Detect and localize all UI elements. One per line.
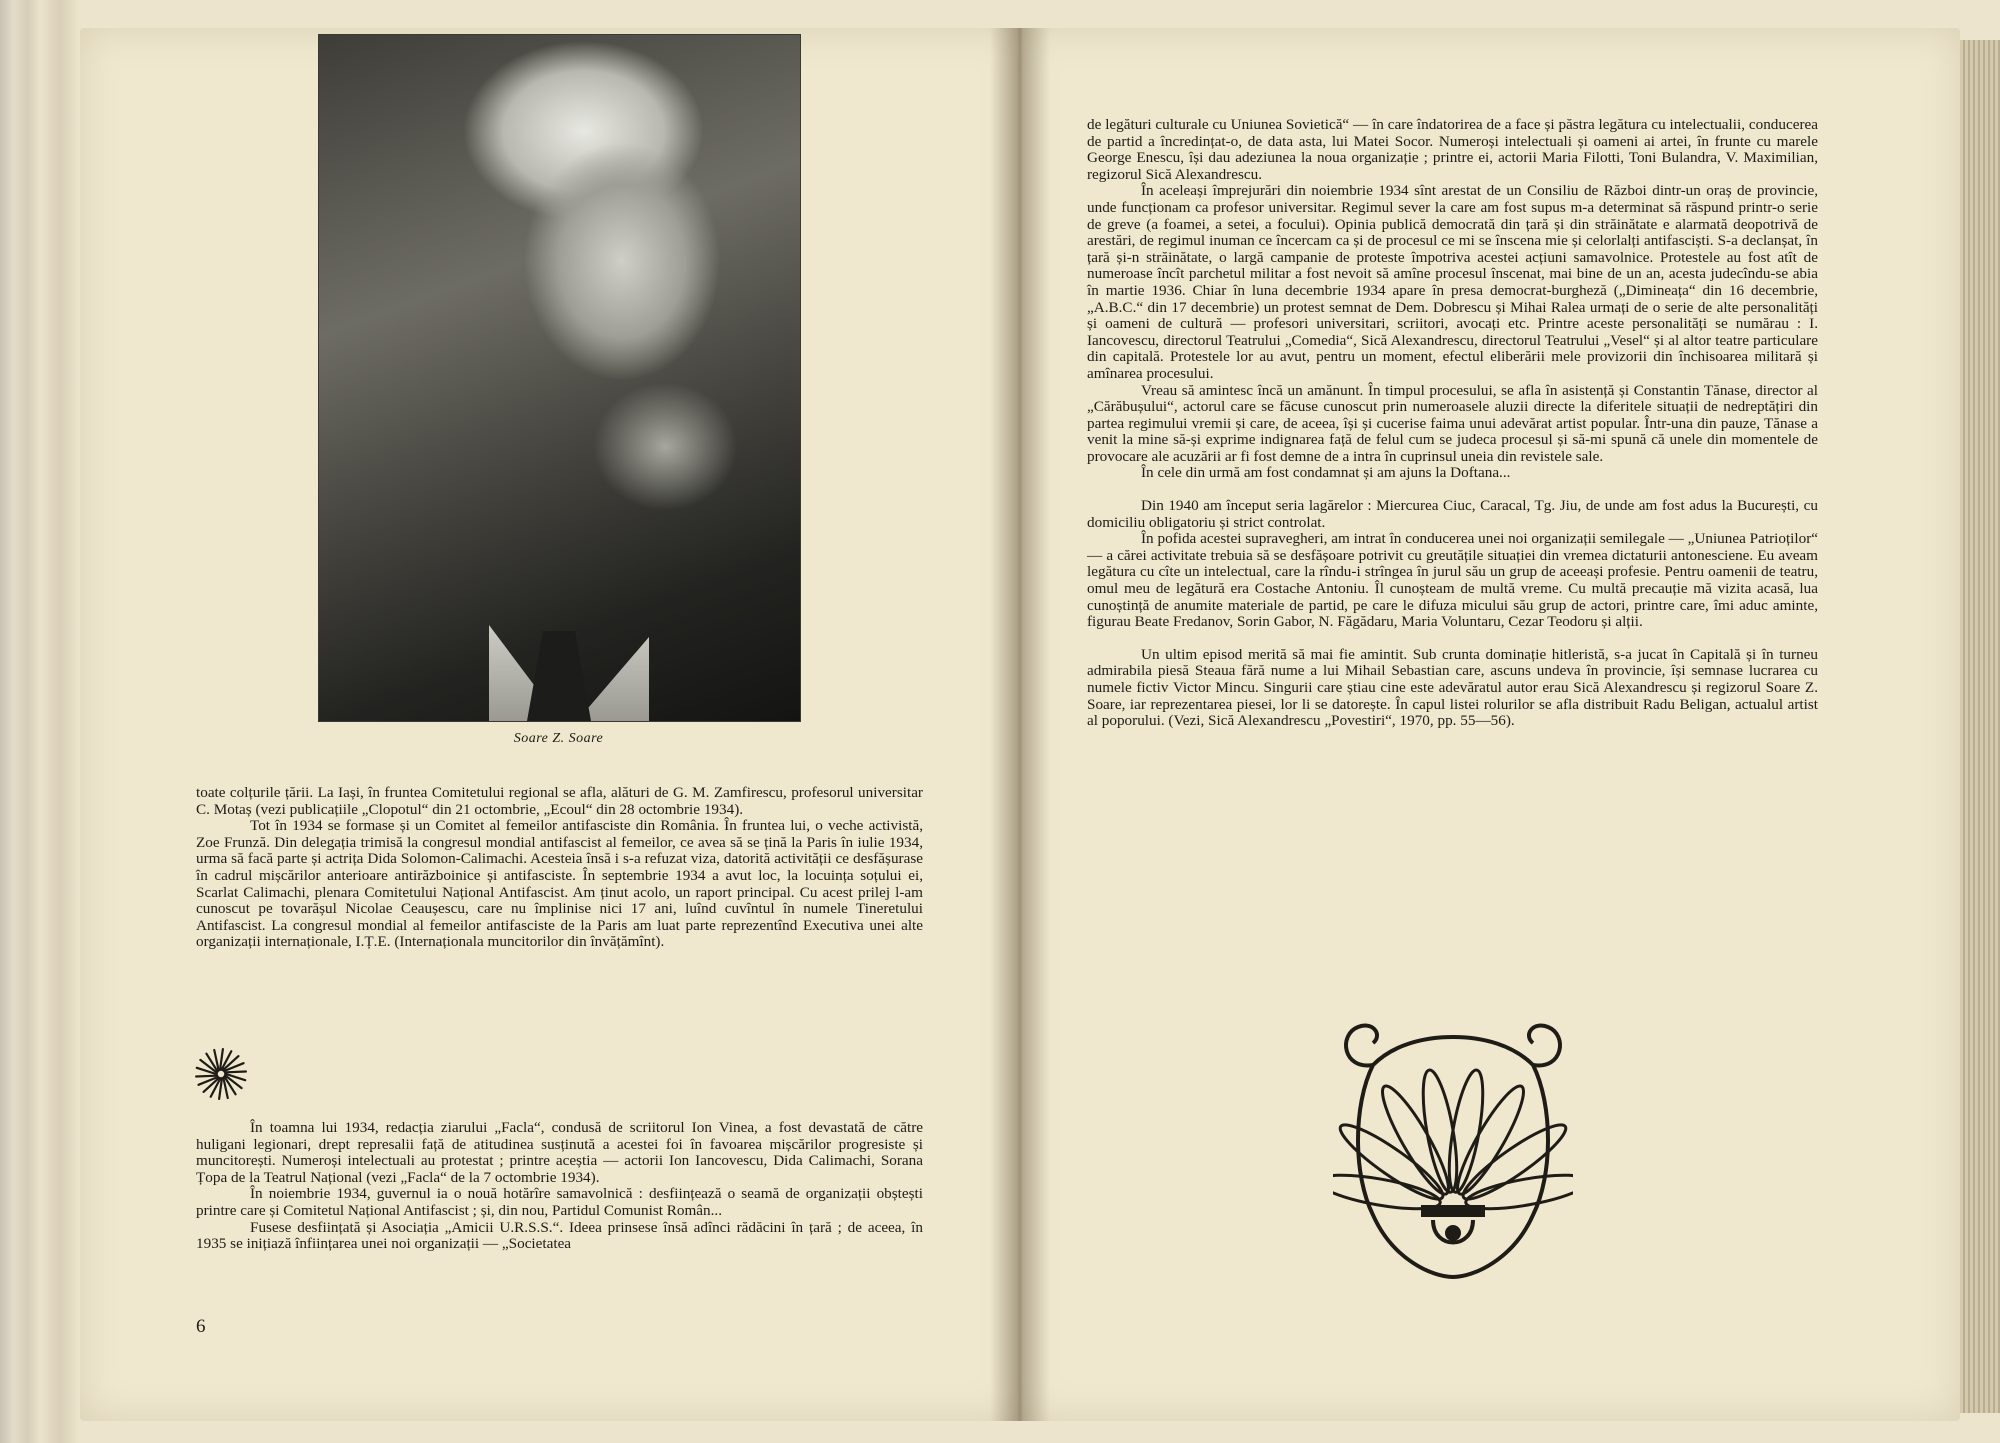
- paragraph: În noiembrie 1934, guvernul ia o nouă hotărîre samavolnică : desființează o seamă de organizații obștești printre care și Comitetul Național Antifascist ; și, din nou, Partidul Comunist Român...: [196, 1185, 923, 1219]
- paragraph: Fusese desființată și Asociația „Amicii U.R.S.S.“. Ideea prinsese însă adînci rădăcini în țară ; de aceea, în 1935 se inițiază înființarea unei noi organizații — „Societatea: [196, 1218, 923, 1253]
- paragraph: de legături culturale cu Uniunea Sovietică“ — în care îndatorirea de a face și păstra legătura cu intelectualii, conducerea de partid a încredințat-o, de data asta, lui Matei Socor. Numeroși intelectuali și oameni ai artei, în frunte cu marele George Enescu, își dau adeziunea la noua organizație ; printre ei, actorii Maria Filotti, Toni Bulandra, V. Maximilian, regizorul Sică Alexandrescu.: [1087, 116, 1818, 183]
- paragraph: Tot în 1934 se formase și un Comitet al femeilor antifasciste din România. În fruntea lui, o veche activistă, Zoe Frunză. Din delegația trimisă la congresul mondial antifascist al femeilor, ce avea să se țină la Paris în iulie 1934, urma să facă parte și actrița Dida Solomon-Calimachi. Acesteia însă i s-a refuzat viza, datorită activității ce desfășurase în cadrul mișcărilor anterioare antirăzboinice și antifasciste. În septembrie 1934 a avut loc, la locuința soțului ei, Scarlat Calimachi, plenara Comitetului Național Antifascist. Am ținut acolo, un raport principal. Cu acest prilej l-am cunoscut pe tovarășul Nicolae Ceaușescu, care nu împlinise nici 17 ani, luînd cuvîntul în numele Tineretului Antifascist. La congresul mondial al femeilor antifasciste de la Paris am luat parte reprezentînd Executiva unei alte organizații internaționale, I.Ț.E. (Internaționala muncitorilor din învățămînt).: [196, 817, 923, 951]
- right-text: [1087, 117, 1818, 730]
- paragraph: Vreau să amintesc încă un amănunt. În timpul procesului, se afla în asistență și Constantin Tănase, director al „Cărăbușului“, actorul care se făcuse cunoscut prin numeroasele aluzii directe la diferitele situații de nedreptățiri din partea regimului vremii și care, de aceea, își și cucerise faima unui adevărat artist popular. Într-una din pauze, Tănase a venit la mine să-și exprime indignarea față de felul cum se judeca procesul și să-mi spună că unele din momentele de provocare ale acuzării ar fi fost demne de a intra în cuprinsul uneia din revistele sale.: [1087, 381, 1818, 465]
- starburst-ornament-icon: [194, 1047, 248, 1101]
- portrait-photo: [318, 34, 801, 722]
- page-number: 6: [196, 1316, 206, 1337]
- paragraph: toate colțurile țării. La Iași, în fruntea Comitetului regional se afla, alături de G. M. Zamfirescu, profesorul universitar C. Motaș (vezi publicațiile „Clopotul“ din 21 octombrie, „Ecoul“ din 28 octombrie 1934).: [196, 784, 923, 818]
- book-gutter: [990, 28, 1050, 1421]
- palmette-ornament-icon: [1333, 1015, 1573, 1287]
- paragraph: Din 1940 am început seria lagărelor : Miercurea Ciuc, Caracal, Tg. Jiu, de unde am fost adus la București, cu domiciliu obligatoriu și strict controlat.: [1087, 497, 1818, 531]
- paragraph: În pofida acestei supravegheri, am intrat în conducerea unei noi organizații semilegale — „Uniunea Patrioților“ — a cărei activitate trebuia să se desfășoare potrivit cu greutățile situației din vremea dictaturii antonesciene. Eu aveam legătura cu cîte un intelectual, care la rîndu-i strîngea în jurul său un grup de aceeași profesie. Pentru oamenii de teatru, omul meu de legătură era Costache Antoniu. Îl cunoșteam de multă vreme. Cu multă precauție mă vizita acasă, lua cunoștință de anumite materiale de partid, pe care le difuza micului său grup de actori, printre care, îmi aduc aminte, figurau Beate Fredanov, Sorin Gabor, N. Făgădaru, Maria Voluntaru, Cezar Teodoru și alții.: [1087, 530, 1818, 631]
- star-ray: [196, 1076, 216, 1077]
- portrait-tie: [519, 631, 599, 721]
- star-ray: [226, 1072, 246, 1073]
- left-text-top: [196, 785, 923, 951]
- left-text-bottom: [196, 1120, 923, 1253]
- page-edges: [1960, 40, 2000, 1413]
- paragraph: În aceleași împrejurări din noiembrie 1934 sînt arestat de un Consiliu de Război dintr-un oraș de provincie, unde funcționam ca profesor universitar. Regimul sever la care am fost supus m-a determinat să răspund printr-o serie de greve (a foamei, a setei, a focului). Opinia publică democrată din țară și din străinătate e alarmată deopotrivă de arestări, de regimul inuman ce încercam ca și de procesul ce mi se înscena mie și celorlalți antifasciști. S-a declanșat, în țară și-n străinătate, o largă campanie de proteste împotriva acestei acțiuni samavolnice. Protestele au fost atît de numeroase încît parchetul militar a fost nevoit să amîne procesul înscenat, mai bine de un an, acesta judecîndu-se abia în martie 1936. Chiar în luna decembrie 1934 apare în presa democrat-burgheză („Dimineața“ din 16 decembrie, „A.B.C.“ din 17 decembrie) un protest semnat de Dem. Dobrescu și Mihai Ralea urmați de o serie de alte personalități și oameni de cultură — profesori universitari, scriitori, avocați etc. Printre aceste personalități se numărau : I. Iancovescu, directorul Teatrului „Comedia“, Sică Alexandrescu, directorul Teatrului „Vesel“ și al altor teatre particulare din capitală. Protestele lor au avut, pentru un moment, efectul eliberării mele provizorii din închisoarea militară și amînarea procesului.: [1087, 182, 1818, 382]
- paragraph: În toamna lui 1934, redacția ziarului „Facla“, condusă de scriitorul Ion Vinea, a fost devastată de către huligani legionari, drept represalii față de atitudinea susținută a acestei foi în favoarea mișcărilor progresiste și muncitorești. Numeroși intelectuali au protestat ; printre aceștia — actorii Ion Iancovescu, Dida Calimachi, Sorana Țopa de la Teatrul Național (vezi „Facla“ de la 7 octombrie 1934).: [196, 1119, 923, 1186]
- photo-caption: Soare Z. Soare: [513, 731, 604, 746]
- paragraph: Un ultim episod merită să mai fie amintit. Sub crunta dominație hitleristă, s-a jucat în Capitală și în turneu admirabila piesă Steaua fără nume a lui Mihail Sebastian care, ascuns undeva în provincie, își semnase lucrarea cu numele fictiv Victor Mincu. Singurii care știau cine este adevăratul autor erau Sică Alexandrescu și regizorul Soare Z. Soare, iar reprezentarea piesei, lor li se datorește. În capul listei rolurilor se afla distribuit Radu Beligan, actualul artist al poporului. (Vezi, Sică Alexandrescu „Povestiri“, 1970, pp. 55—56).: [1087, 645, 1818, 730]
- paragraph: În cele din urmă am fost condamnat și am ajuns la Doftana...: [1141, 464, 1511, 482]
